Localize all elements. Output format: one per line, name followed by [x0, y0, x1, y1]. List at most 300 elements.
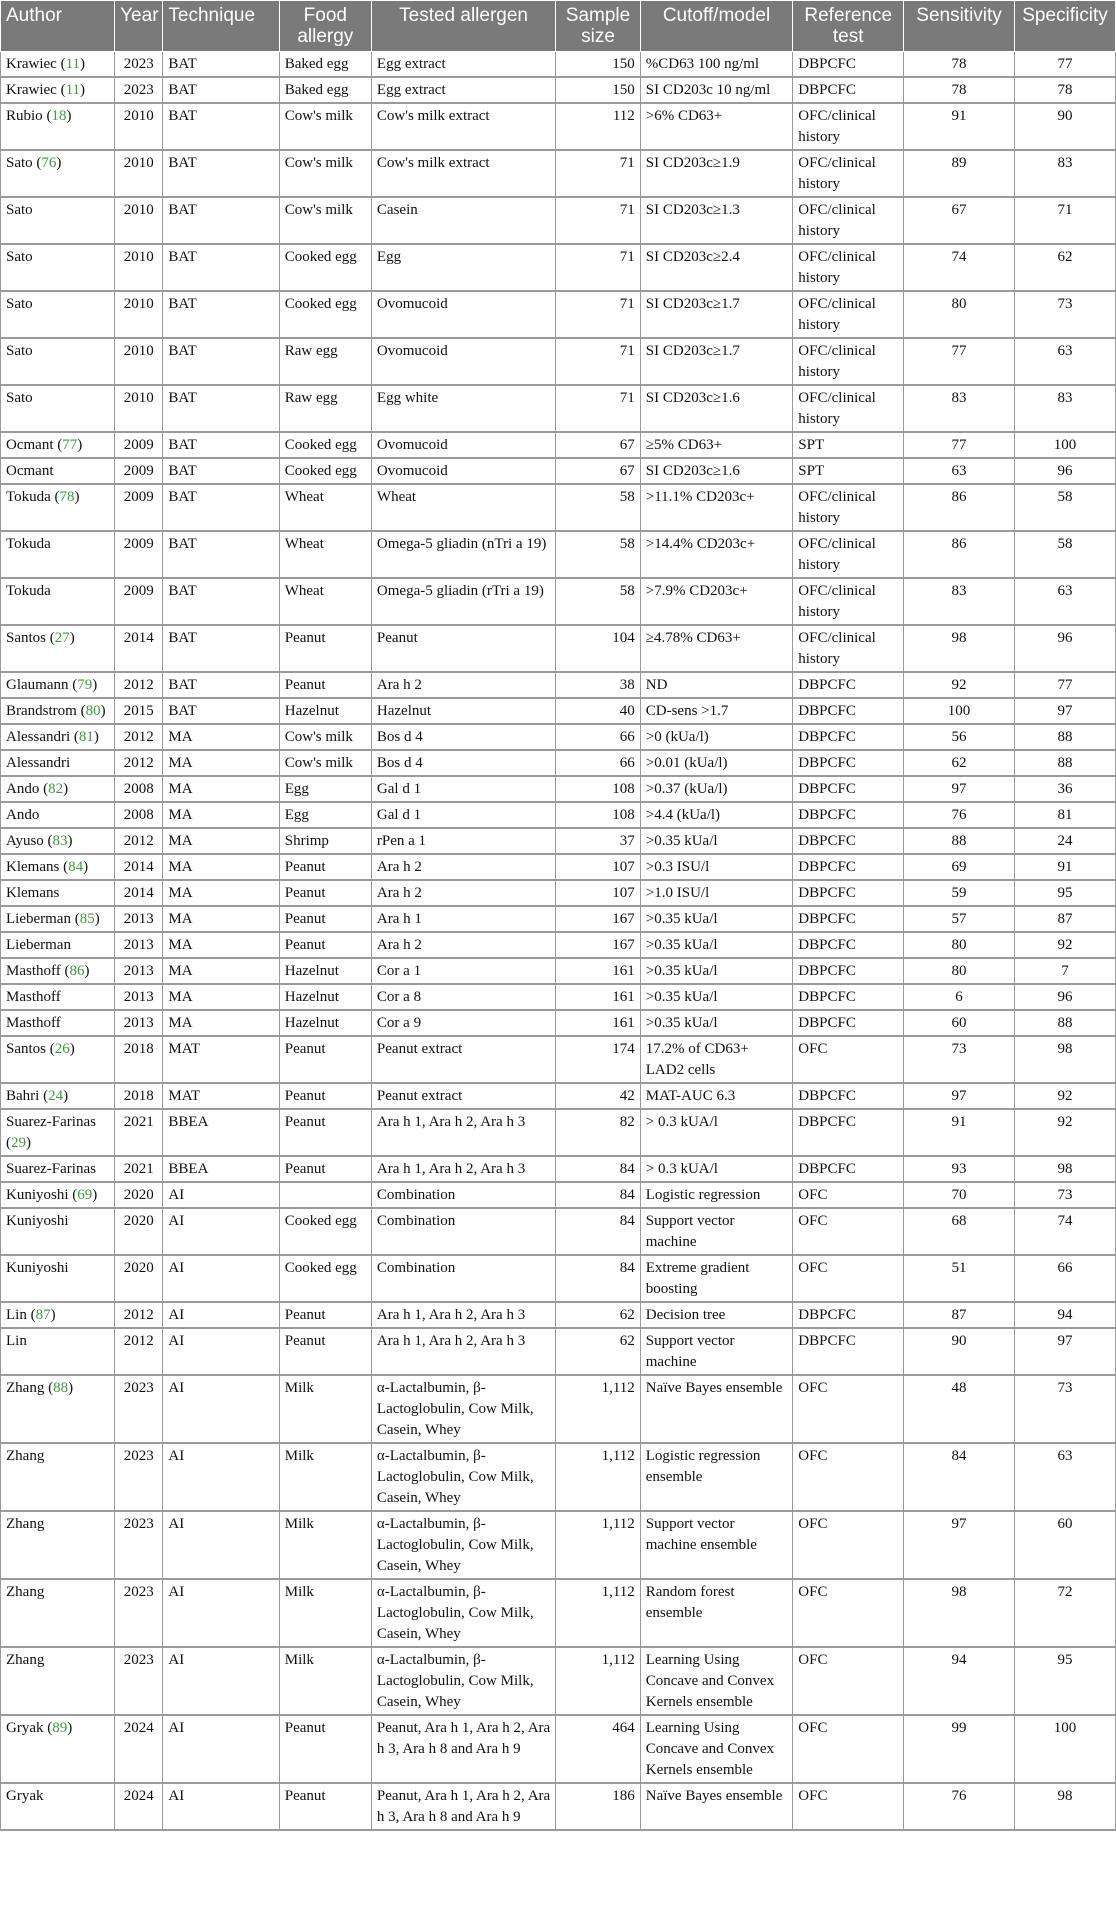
reference-link[interactable]: 78 [59, 489, 75, 505]
cell-cutoff-model: SI CD203c≥1.7 [640, 338, 793, 385]
cell-tested-allergen: Peanut extract [371, 1036, 555, 1083]
cell-cutoff-model: >0.01 (kUa/l) [640, 750, 793, 776]
cell-specificity: 98 [1014, 1156, 1115, 1182]
cell-author: Santos (26) [1, 1036, 115, 1083]
cell-reference-test: OFC [793, 1579, 904, 1647]
cell-food-allergy: Hazelnut [279, 698, 371, 724]
cell-author: Rubio (18) [1, 103, 115, 150]
reference-link[interactable]: 82 [48, 781, 64, 797]
cell-specificity: 97 [1014, 1328, 1115, 1375]
header-food-allergy: Food allergy [279, 1, 371, 52]
reference-link[interactable]: 29 [11, 1135, 26, 1151]
cell-author: Lieberman (85) [1, 906, 115, 932]
cell-author [1, 1783, 115, 1830]
cell-sensitivity: 88 [904, 828, 1015, 854]
cell-sample-size: 71 [556, 338, 641, 385]
cell-specificity: 71 [1014, 197, 1115, 244]
reference-link[interactable]: 11 [65, 82, 81, 98]
cell-year: 2010 [115, 338, 163, 385]
table-row [1, 1511, 1116, 1579]
cell-specificity: 95 [1014, 880, 1115, 906]
cell-technique: BAT [163, 291, 279, 338]
cell-specificity: 73 [1014, 1182, 1115, 1208]
table-row [1, 150, 1116, 197]
cell-technique: MA [163, 724, 279, 750]
cell-sample-size: 1,112 [556, 1647, 641, 1715]
cell-tested-allergen: Combination [371, 1208, 555, 1255]
cell-sensitivity: 97 [904, 776, 1015, 802]
table-body [1, 52, 1116, 1831]
table-row [1, 1109, 1116, 1156]
table-row [1, 1156, 1116, 1182]
reference-link[interactable]: 87 [35, 1307, 51, 1323]
header-technique: Technique [163, 1, 279, 52]
table-row [1, 1328, 1116, 1375]
cell-specificity: 92 [1014, 932, 1115, 958]
cell-reference-test: DBPCFC [793, 1302, 904, 1328]
cell-specificity: 90 [1014, 103, 1115, 150]
table-row [1, 578, 1116, 625]
cell-sample-size: 71 [556, 385, 641, 432]
cell-cutoff-model: >0.35 kUa/l [640, 828, 793, 854]
cell-author: Zhang (88) [1, 1375, 115, 1443]
cell-tested-allergen: Cor a 9 [371, 1010, 555, 1036]
cell-reference-test: OFC/clinical history [793, 625, 904, 672]
cell-sensitivity: 93 [904, 1156, 1015, 1182]
cell-specificity: 100 [1014, 432, 1115, 458]
author-name: Ocmant [6, 463, 54, 479]
cell-food-allergy: Cow's milk [279, 150, 371, 197]
cell-cutoff-model: Decision tree [640, 1302, 793, 1328]
cell-tested-allergen: α-Lactalbumin, β-Lactoglobulin, Cow Milk, Casein, Whey [371, 1375, 555, 1443]
cell-reference-test: OFC [793, 1255, 904, 1302]
cell-specificity: 97 [1014, 698, 1115, 724]
cell-author [1, 1511, 115, 1579]
cell-sensitivity: 67 [904, 197, 1015, 244]
table-row [1, 724, 1116, 750]
cell-food-allergy: Raw egg [279, 338, 371, 385]
reference-link[interactable]: 86 [69, 963, 85, 979]
cell-reference-test: OFC [793, 1715, 904, 1783]
cell-author [1, 385, 115, 432]
cell-specificity: 100 [1014, 1715, 1115, 1783]
cell-food-allergy: Peanut [279, 1156, 371, 1182]
cell-food-allergy: Egg [279, 802, 371, 828]
author-name: Ayuso [6, 833, 44, 849]
cell-sensitivity: 98 [904, 625, 1015, 672]
cell-specificity: 62 [1014, 244, 1115, 291]
cell-author: Masthoff (86) [1, 958, 115, 984]
cell-specificity: 77 [1014, 52, 1115, 78]
cell-technique: MA [163, 958, 279, 984]
author-name: Zhang [6, 1584, 45, 1600]
cell-technique: AI [163, 1579, 279, 1647]
cell-tested-allergen: Bos d 4 [371, 750, 555, 776]
header-sensitivity: Sensitivity [904, 1, 1015, 52]
cell-year: 2008 [115, 802, 163, 828]
cell-tested-allergen: Omega-5 gliadin (nTri a 19) [371, 531, 555, 578]
cell-specificity: 96 [1014, 458, 1115, 484]
cell-sensitivity: 74 [904, 244, 1015, 291]
author-name: Tokuda [6, 583, 51, 599]
cell-tested-allergen: Ara h 1, Ara h 2, Ara h 3 [371, 1302, 555, 1328]
cell-reference-test: DBPCFC [793, 854, 904, 880]
cell-tested-allergen: α-Lactalbumin, β-Lactoglobulin, Cow Milk, Casein, Whey [371, 1579, 555, 1647]
cell-cutoff-model: >6% CD63+ [640, 103, 793, 150]
reference-link[interactable]: 26 [54, 1041, 70, 1057]
cell-specificity: 88 [1014, 724, 1115, 750]
cell-specificity: 77 [1014, 672, 1115, 698]
cell-reference-test: OFC [793, 1511, 904, 1579]
reference-link[interactable]: 77 [62, 437, 78, 453]
cell-sensitivity: 73 [904, 1036, 1015, 1083]
cell-sensitivity: 69 [904, 854, 1015, 880]
cell-specificity: 98 [1014, 1036, 1115, 1083]
cell-sample-size: 71 [556, 197, 641, 244]
cell-reference-test: SPT [793, 458, 904, 484]
author-name: Klemans [6, 859, 60, 875]
cell-specificity: 24 [1014, 828, 1115, 854]
author-name: Brandstrom [6, 703, 77, 719]
cell-reference-test: DBPCFC [793, 802, 904, 828]
cell-year: 2014 [115, 625, 163, 672]
cell-cutoff-model: SI CD203c≥2.4 [640, 244, 793, 291]
cell-food-allergy: Wheat [279, 578, 371, 625]
cell-tested-allergen: Ara h 2 [371, 854, 555, 880]
cell-sample-size: 84 [556, 1208, 641, 1255]
cell-cutoff-model: >0.35 kUa/l [640, 958, 793, 984]
cell-sample-size: 82 [556, 1109, 641, 1156]
author-name: Lin [6, 1307, 27, 1323]
cell-specificity: 88 [1014, 750, 1115, 776]
cell-technique: MAT [163, 1083, 279, 1109]
reference-link[interactable]: 24 [48, 1088, 64, 1104]
cell-sensitivity: 62 [904, 750, 1015, 776]
cell-cutoff-model: Support vector machine [640, 1208, 793, 1255]
table-row [1, 1783, 1116, 1830]
cell-sensitivity: 60 [904, 1010, 1015, 1036]
cell-cutoff-model: Support vector machine ensemble [640, 1511, 793, 1579]
cell-sample-size: 150 [556, 52, 641, 78]
reference-link[interactable]: 88 [53, 1380, 69, 1396]
cell-author [1, 291, 115, 338]
cell-sample-size: 1,112 [556, 1443, 641, 1511]
cell-reference-test: OFC/clinical history [793, 197, 904, 244]
cell-sensitivity: 83 [904, 385, 1015, 432]
reference-link[interactable]: 80 [85, 703, 101, 719]
cell-food-allergy: Milk [279, 1647, 371, 1715]
cell-technique: AI [163, 1511, 279, 1579]
cell-technique: MA [163, 854, 279, 880]
cell-food-allergy: Cooked egg [279, 244, 371, 291]
cell-cutoff-model: Support vector machine [640, 1328, 793, 1375]
cell-year: 2010 [115, 244, 163, 291]
author-name: Sato [6, 343, 33, 359]
table-row [1, 1182, 1116, 1208]
cell-food-allergy: Peanut [279, 672, 371, 698]
table-row [1, 1715, 1116, 1783]
reference-link[interactable]: 84 [68, 859, 84, 875]
cell-specificity: 60 [1014, 1511, 1115, 1579]
reference-link[interactable]: 81 [78, 729, 94, 745]
cell-cutoff-model: >0.35 kUa/l [640, 932, 793, 958]
header-specificity: Specificity [1014, 1, 1115, 52]
cell-tested-allergen: Cor a 8 [371, 984, 555, 1010]
cell-year: 2009 [115, 458, 163, 484]
cell-author: Suarez-Farinas (29) [1, 1109, 115, 1156]
cell-sample-size: 62 [556, 1302, 641, 1328]
author-name: Gryak [6, 1788, 44, 1804]
cell-reference-test: OFC/clinical history [793, 150, 904, 197]
cell-year: 2008 [115, 776, 163, 802]
cell-specificity: 83 [1014, 385, 1115, 432]
cell-technique: AI [163, 1182, 279, 1208]
cell-reference-test: OFC/clinical history [793, 244, 904, 291]
cell-technique: BAT [163, 458, 279, 484]
cell-cutoff-model: 17.2% of CD63+ LAD2 cells [640, 1036, 793, 1083]
reference-link[interactable]: 83 [52, 833, 68, 849]
cell-reference-test: DBPCFC [793, 1328, 904, 1375]
cell-technique: MA [163, 984, 279, 1010]
table-row [1, 338, 1116, 385]
cell-food-allergy: Cow's milk [279, 750, 371, 776]
cell-reference-test: DBPCFC [793, 932, 904, 958]
cell-tested-allergen: Ovomucoid [371, 432, 555, 458]
cell-cutoff-model: >14.4% CD203c+ [640, 531, 793, 578]
header-cutoff-model: Cutoff/model [640, 1, 793, 52]
cell-sensitivity: 84 [904, 1443, 1015, 1511]
author-name: Ocmant [6, 437, 54, 453]
cell-food-allergy: Peanut [279, 1783, 371, 1830]
table-row [1, 1036, 1116, 1083]
cell-food-allergy: Peanut [279, 854, 371, 880]
header-sample-size: Sample size [556, 1, 641, 52]
cell-year: 2009 [115, 484, 163, 531]
cell-technique: AI [163, 1255, 279, 1302]
cell-specificity: 73 [1014, 291, 1115, 338]
cell-reference-test: DBPCFC [793, 1109, 904, 1156]
cell-food-allergy: Cooked egg [279, 432, 371, 458]
header-row [1, 1, 1116, 52]
cell-cutoff-model: >11.1% CD203c+ [640, 484, 793, 531]
cell-year: 2009 [115, 578, 163, 625]
cell-cutoff-model: > 0.3 kUA/l [640, 1156, 793, 1182]
cell-specificity: 96 [1014, 984, 1115, 1010]
cell-cutoff-model: SI CD203c 10 ng/ml [640, 77, 793, 103]
cell-food-allergy: Peanut [279, 906, 371, 932]
cell-technique: MAT [163, 1036, 279, 1083]
cell-sensitivity: 94 [904, 1647, 1015, 1715]
cell-reference-test: DBPCFC [793, 1156, 904, 1182]
cell-technique: BAT [163, 531, 279, 578]
cell-technique: AI [163, 1375, 279, 1443]
author-name: Rubio [6, 108, 43, 124]
cell-author [1, 458, 115, 484]
cell-reference-test: DBPCFC [793, 672, 904, 698]
cell-cutoff-model: >1.0 ISU/l [640, 880, 793, 906]
header-reference-test: Reference test [793, 1, 904, 52]
table-row [1, 1647, 1116, 1715]
cell-sample-size: 84 [556, 1156, 641, 1182]
cell-reference-test: OFC/clinical history [793, 531, 904, 578]
author-name: Lieberman [6, 911, 71, 927]
cell-author [1, 880, 115, 906]
cell-sample-size: 150 [556, 77, 641, 103]
cell-year: 2010 [115, 197, 163, 244]
author-name: Suarez-Farinas [6, 1114, 96, 1130]
cell-sensitivity: 70 [904, 1182, 1015, 1208]
cell-reference-test: OFC/clinical history [793, 103, 904, 150]
cell-sensitivity: 63 [904, 458, 1015, 484]
table-row [1, 880, 1116, 906]
cell-sample-size: 167 [556, 906, 641, 932]
reference-link[interactable]: 79 [77, 677, 93, 693]
cell-sample-size: 174 [556, 1036, 641, 1083]
cell-year: 2009 [115, 531, 163, 578]
cell-specificity: 92 [1014, 1083, 1115, 1109]
cell-reference-test: OFC [793, 1375, 904, 1443]
cell-technique: AI [163, 1783, 279, 1830]
cell-year: 2012 [115, 828, 163, 854]
cell-specificity: 83 [1014, 150, 1115, 197]
cell-sensitivity: 68 [904, 1208, 1015, 1255]
table-row [1, 802, 1116, 828]
table-row [1, 828, 1116, 854]
cell-sample-size: 108 [556, 802, 641, 828]
cell-tested-allergen: Casein [371, 197, 555, 244]
cell-tested-allergen: Wheat [371, 484, 555, 531]
cell-reference-test: DBPCFC [793, 828, 904, 854]
cell-reference-test: OFC [793, 1783, 904, 1830]
cell-food-allergy: Cooked egg [279, 1255, 371, 1302]
table-row [1, 776, 1116, 802]
cell-reference-test: OFC/clinical history [793, 291, 904, 338]
cell-sensitivity: 59 [904, 880, 1015, 906]
cell-year: 2014 [115, 880, 163, 906]
cell-food-allergy: Peanut [279, 1715, 371, 1783]
cell-sample-size: 38 [556, 672, 641, 698]
reference-link[interactable]: 27 [54, 630, 70, 646]
table-row [1, 291, 1116, 338]
cell-food-allergy: Baked egg [279, 77, 371, 103]
cell-sensitivity: 80 [904, 932, 1015, 958]
cell-year: 2010 [115, 150, 163, 197]
cell-year: 2023 [115, 1511, 163, 1579]
cell-technique: BAT [163, 197, 279, 244]
cell-tested-allergen: Egg [371, 244, 555, 291]
cell-cutoff-model: Learning Using Concave and Convex Kernels ensemble [640, 1647, 793, 1715]
cell-author [1, 932, 115, 958]
cell-year: 2023 [115, 77, 163, 103]
cell-food-allergy: Baked egg [279, 52, 371, 78]
author-name: Zhang [6, 1380, 45, 1396]
cell-cutoff-model: ≥5% CD63+ [640, 432, 793, 458]
cell-author: Klemans (84) [1, 854, 115, 880]
cell-specificity: 63 [1014, 338, 1115, 385]
cell-technique: BAT [163, 244, 279, 291]
cell-tested-allergen: Ara h 2 [371, 672, 555, 698]
reference-link[interactable]: 85 [79, 911, 95, 927]
cell-cutoff-model: Random forest ensemble [640, 1579, 793, 1647]
cell-cutoff-model: Learning Using Concave and Convex Kernels ensemble [640, 1715, 793, 1783]
cell-tested-allergen: Egg white [371, 385, 555, 432]
cell-food-allergy: Peanut [279, 1302, 371, 1328]
cell-technique: BAT [163, 385, 279, 432]
cell-cutoff-model: >0.3 ISU/l [640, 854, 793, 880]
reference-link[interactable]: 69 [77, 1187, 93, 1203]
reference-link[interactable]: 76 [41, 155, 57, 171]
cell-food-allergy: Egg [279, 776, 371, 802]
cell-specificity: 94 [1014, 1302, 1115, 1328]
cell-reference-test: DBPCFC [793, 52, 904, 78]
cell-author: Kuniyoshi (69) [1, 1182, 115, 1208]
cell-author [1, 1328, 115, 1375]
cell-tested-allergen: Ara h 1 [371, 906, 555, 932]
table-row [1, 958, 1116, 984]
table-row [1, 1010, 1116, 1036]
cell-cutoff-model: SI CD203c≥1.3 [640, 197, 793, 244]
cell-tested-allergen: Hazelnut [371, 698, 555, 724]
reference-link[interactable]: 18 [51, 108, 67, 124]
cell-tested-allergen: Ara h 2 [371, 880, 555, 906]
cell-year: 2021 [115, 1156, 163, 1182]
cell-technique: MA [163, 776, 279, 802]
cell-sample-size: 161 [556, 1010, 641, 1036]
cell-sample-size: 107 [556, 880, 641, 906]
cell-cutoff-model: SI CD203c≥1.9 [640, 150, 793, 197]
author-name: Kuniyoshi [6, 1187, 69, 1203]
cell-specificity: 74 [1014, 1208, 1115, 1255]
cell-specificity: 78 [1014, 77, 1115, 103]
cell-cutoff-model: %CD63 100 ng/ml [640, 52, 793, 78]
cell-year: 2014 [115, 854, 163, 880]
cell-sensitivity: 76 [904, 802, 1015, 828]
cell-specificity: 88 [1014, 1010, 1115, 1036]
cell-author [1, 1010, 115, 1036]
cell-technique: BAT [163, 698, 279, 724]
cell-technique: MA [163, 802, 279, 828]
cell-specificity: 87 [1014, 906, 1115, 932]
cell-sample-size: 71 [556, 150, 641, 197]
cell-technique: AI [163, 1302, 279, 1328]
cell-tested-allergen: Ara h 1, Ara h 2, Ara h 3 [371, 1109, 555, 1156]
cell-tested-allergen: α-Lactalbumin, β-Lactoglobulin, Cow Milk, Casein, Whey [371, 1647, 555, 1715]
cell-technique: BAT [163, 103, 279, 150]
table-row [1, 672, 1116, 698]
cell-author: Krawiec (11) [1, 52, 115, 78]
reference-link[interactable]: 89 [52, 1720, 68, 1736]
cell-tested-allergen: Bos d 4 [371, 724, 555, 750]
cell-cutoff-model: Extreme gradient boosting [640, 1255, 793, 1302]
author-name: Kuniyoshi [6, 1260, 69, 1276]
cell-year: 2018 [115, 1083, 163, 1109]
reference-link[interactable]: 11 [65, 56, 81, 72]
cell-technique: MA [163, 880, 279, 906]
cell-food-allergy: Peanut [279, 1109, 371, 1156]
author-name: Sato [6, 155, 33, 171]
cell-cutoff-model: Logistic regression ensemble [640, 1443, 793, 1511]
cell-reference-test: OFC/clinical history [793, 484, 904, 531]
cell-food-allergy: Cow's milk [279, 103, 371, 150]
cell-sensitivity: 78 [904, 77, 1015, 103]
cell-sample-size: 84 [556, 1255, 641, 1302]
cell-tested-allergen: Omega-5 gliadin (rTri a 19) [371, 578, 555, 625]
cell-author [1, 802, 115, 828]
cell-author [1, 1255, 115, 1302]
cell-reference-test: OFC [793, 1036, 904, 1083]
cell-technique: BAT [163, 150, 279, 197]
cell-sensitivity: 48 [904, 1375, 1015, 1443]
